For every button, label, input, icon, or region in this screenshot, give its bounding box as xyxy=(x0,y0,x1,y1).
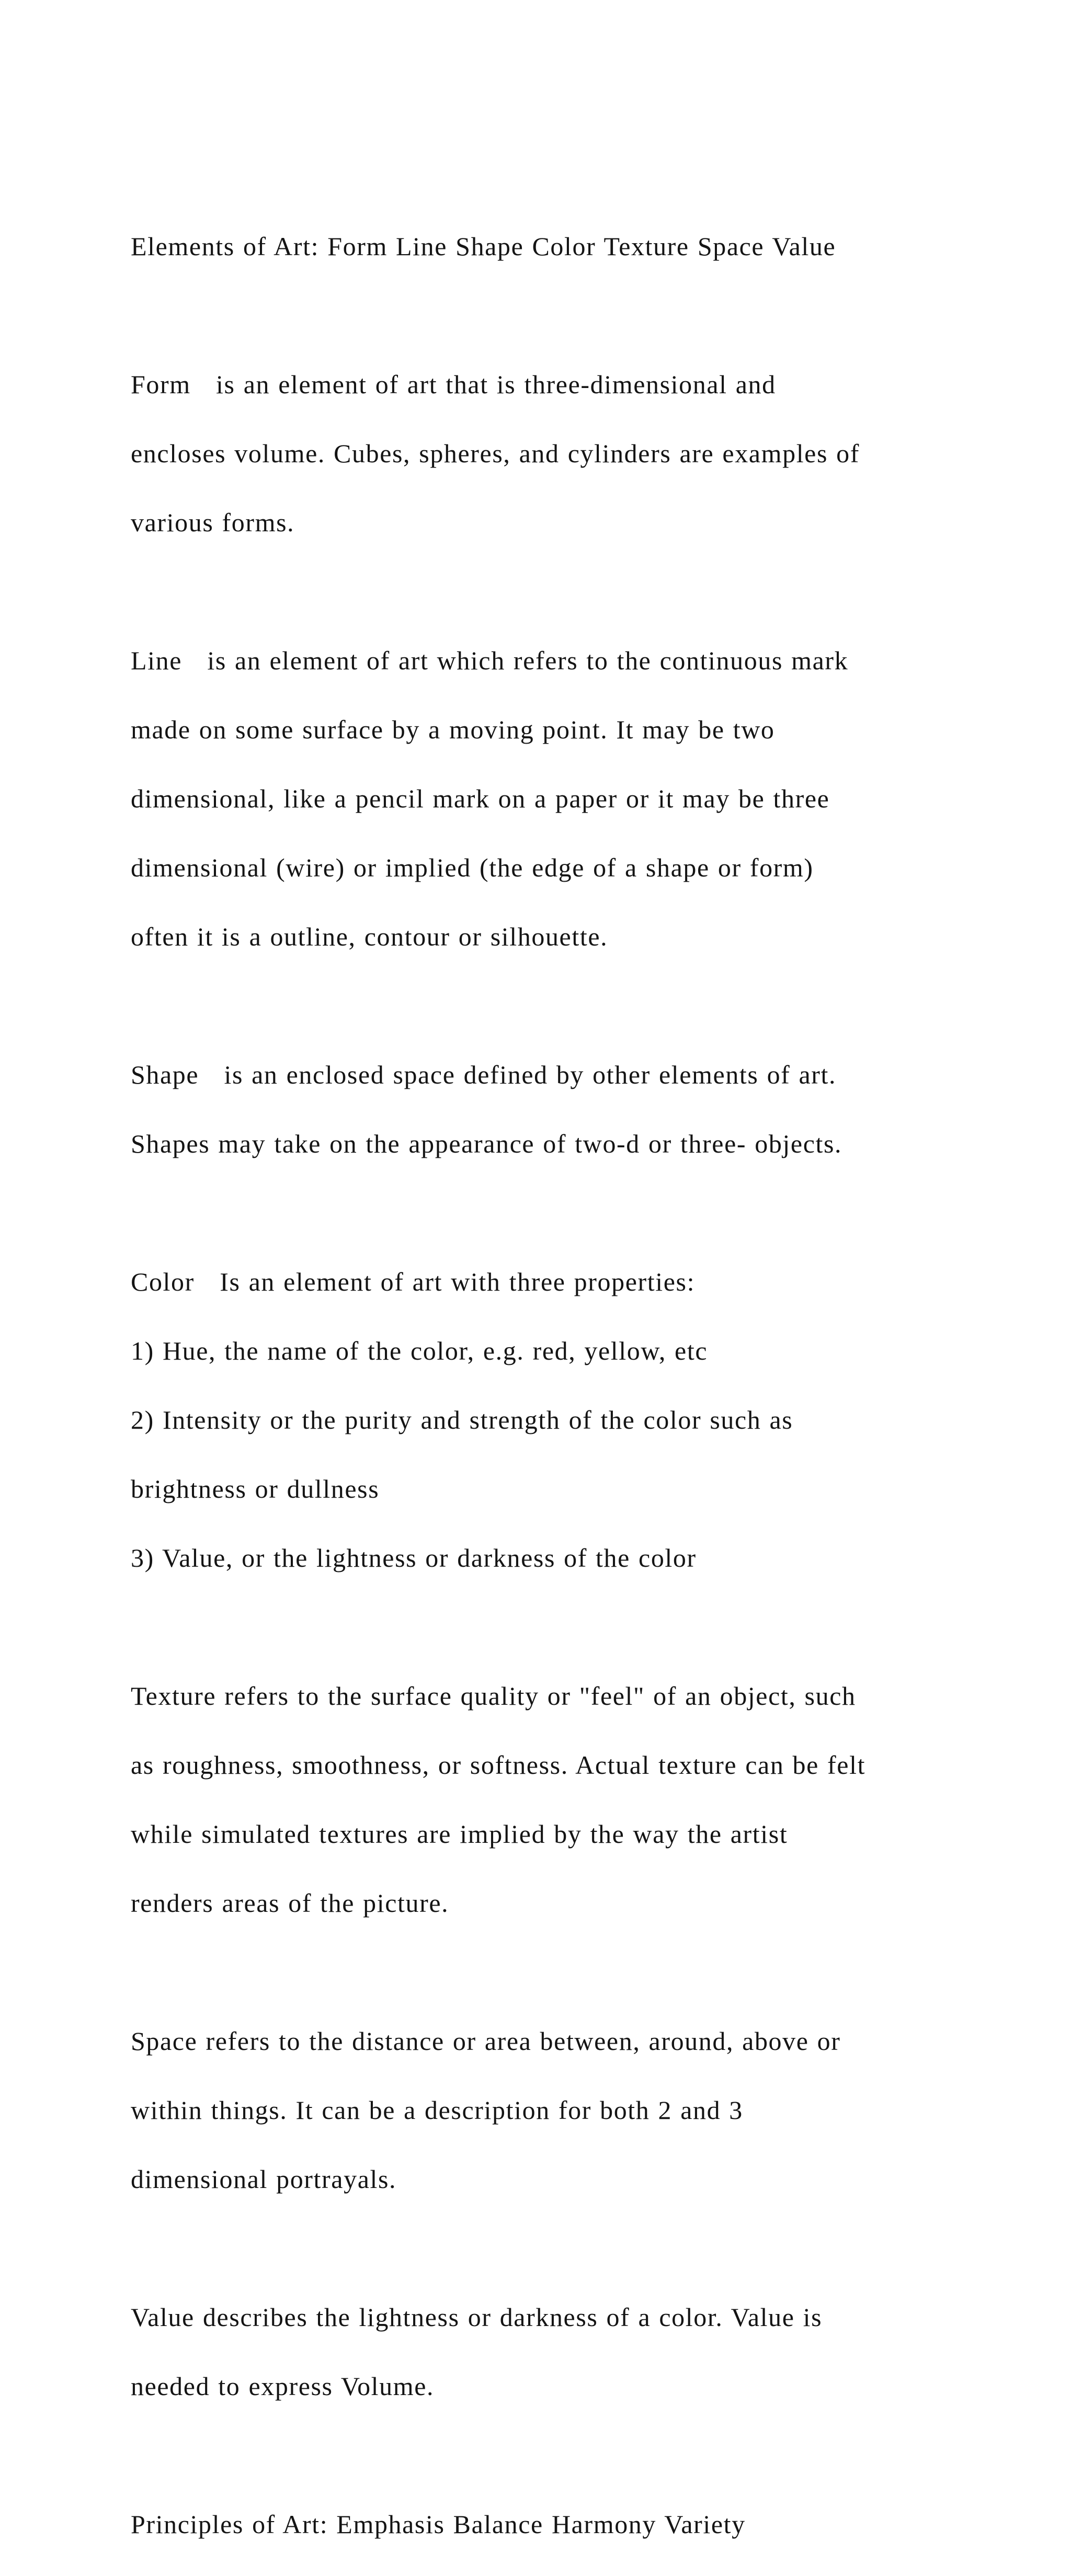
text-line: 2) Intensity or the purity and strength of the color such as xyxy=(131,1405,793,1434)
value-paragraph xyxy=(131,2265,994,2438)
document-body xyxy=(131,195,994,2576)
text-line: Shape is an enclosed space defined by other elements of art. xyxy=(131,1060,837,1089)
text-line: Elements of Art: Form Line Shape Color Texture Space Value xyxy=(131,232,836,261)
text-line: 1) Hue, the name of the color, e.g. red, yellow, etc xyxy=(131,1336,708,1365)
text-line: renders areas of the picture. xyxy=(131,1888,449,1918)
text-line: various forms. xyxy=(131,508,295,537)
text-line: Principles of Art: Emphasis Balance Harmony Variety xyxy=(131,2510,746,2539)
shape-paragraph xyxy=(131,1023,994,1195)
text-line: Line is an element of art which refers to the continuous mark xyxy=(131,646,849,675)
text-line: Shapes may take on the appearance of two-d or three- objects. xyxy=(131,1129,842,1158)
text-line: as roughness, smoothness, or softness. Actual texture can be felt xyxy=(131,1750,866,1780)
text-line: made on some surface by a moving point. It may be two xyxy=(131,715,775,744)
text-line: dimensional portrayals. xyxy=(131,2164,397,2194)
color-paragraph xyxy=(131,1230,994,1610)
text-line: 3) Value, or the lightness or darkness of the color xyxy=(131,1543,697,1572)
text-line: encloses volume. Cubes, spheres, and cylinders are examples of xyxy=(131,439,860,468)
text-line: Texture refers to the surface quality or "feel" of an object, such xyxy=(131,1681,856,1711)
line-paragraph xyxy=(131,609,994,988)
space-paragraph xyxy=(131,1989,994,2231)
principles-heading xyxy=(131,2472,994,2576)
text-line: Value describes the lightness or darkness of a color. Value is xyxy=(131,2303,823,2332)
elements-heading xyxy=(131,195,994,298)
texture-paragraph xyxy=(131,1644,994,1955)
text-line: dimensional, like a pencil mark on a paper or it may be three xyxy=(131,784,830,813)
text-line: dimensional (wire) or implied (the edge of a shape or form) xyxy=(131,853,814,882)
text-line: within things. It can be a description for both 2 and 3 xyxy=(131,2095,743,2125)
form-paragraph xyxy=(131,333,994,574)
text-line: Form is an element of art that is three-dimensional and xyxy=(131,370,776,399)
text-line: Color Is an element of art with three properties: xyxy=(131,1267,696,1296)
text-line: often it is a outline, contour or silhouette. xyxy=(131,922,608,951)
text-line: brightness or dullness xyxy=(131,1474,380,1503)
text-line: Space refers to the distance or area between, around, above or xyxy=(131,2026,841,2056)
text-line: while simulated textures are implied by the way the artist xyxy=(131,1819,788,1849)
text-line: needed to express Volume. xyxy=(131,2372,435,2401)
